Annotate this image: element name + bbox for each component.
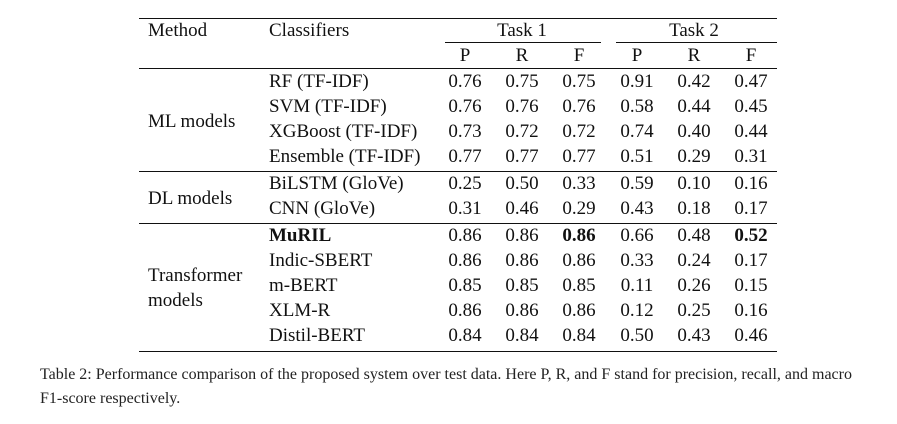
- metric-value: 0.77: [505, 146, 539, 167]
- metric-value: 0.44: [677, 96, 711, 117]
- metric-value: 0.75: [562, 71, 596, 92]
- group-rule: [139, 223, 777, 224]
- task2-rule: [616, 42, 777, 43]
- metric-value: 0.33: [620, 250, 654, 271]
- bottom-rule: [139, 351, 777, 352]
- metric-value: 0.76: [448, 71, 482, 92]
- group-rule: [139, 171, 777, 172]
- metric-value: 0.84: [505, 325, 539, 346]
- metric-value: 0.50: [505, 173, 539, 194]
- metric-value: 0.16: [734, 173, 768, 194]
- metric-value: 0.42: [677, 71, 711, 92]
- metric-value: 0.86: [505, 250, 539, 271]
- task1-rule: [445, 42, 601, 43]
- metric-value: 0.72: [505, 121, 539, 142]
- header-method: Method: [148, 20, 208, 41]
- metric-value: 0.24: [677, 250, 711, 271]
- classifier-name: Indic-SBERT: [269, 250, 373, 271]
- metric-value: 0.51: [620, 146, 654, 167]
- group-label: models: [148, 289, 203, 311]
- classifier-name: RF (TF-IDF): [269, 71, 369, 92]
- metric-value: 0.17: [734, 198, 768, 219]
- header-sub-f: F: [745, 45, 757, 66]
- classifier-name: XGBoost (TF-IDF): [269, 121, 418, 142]
- header-rule: [139, 68, 777, 69]
- metric-value: 0.43: [620, 198, 654, 219]
- metric-value: 0.31: [734, 146, 768, 167]
- metric-value: 0.84: [562, 325, 596, 346]
- metric-value: 0.76: [448, 96, 482, 117]
- metric-value: 0.52: [734, 225, 768, 246]
- metric-value: 0.73: [448, 121, 482, 142]
- metric-value: 0.40: [677, 121, 711, 142]
- metric-value: 0.85: [448, 275, 482, 296]
- metric-value: 0.86: [562, 300, 596, 321]
- metric-value: 0.16: [734, 300, 768, 321]
- metric-value: 0.86: [505, 300, 539, 321]
- metric-value: 0.15: [734, 275, 768, 296]
- classifier-name: m-BERT: [269, 275, 338, 296]
- header-sub-r: R: [515, 45, 529, 66]
- metric-value: 0.85: [562, 275, 596, 296]
- metric-value: 0.29: [562, 198, 596, 219]
- header-classifiers: Classifiers: [269, 20, 350, 41]
- metric-value: 0.76: [505, 96, 539, 117]
- metric-value: 0.46: [734, 325, 768, 346]
- metric-value: 0.18: [677, 198, 711, 219]
- metric-value: 0.12: [620, 300, 654, 321]
- metric-value: 0.50: [620, 325, 654, 346]
- metric-value: 0.33: [562, 173, 596, 194]
- header-sub-p: P: [459, 45, 471, 66]
- metric-value: 0.66: [620, 225, 654, 246]
- metric-value: 0.25: [448, 173, 482, 194]
- metric-value: 0.76: [562, 96, 596, 117]
- classifier-name: CNN (GloVe): [269, 198, 376, 219]
- classifier-name: Distil-BERT: [269, 325, 365, 346]
- group-label: DL models: [148, 187, 233, 209]
- metric-value: 0.86: [505, 225, 539, 246]
- metric-value: 0.77: [562, 146, 596, 167]
- metric-value: 0.43: [677, 325, 711, 346]
- metric-value: 0.84: [448, 325, 482, 346]
- table-caption: Table 2: Performance comparison of the proposed system over test data. Here P, R, and F stand for precision, recall, and macro F1-score respectively.: [40, 366, 852, 407]
- metric-value: 0.59: [620, 173, 654, 194]
- metric-value: 0.29: [677, 146, 711, 167]
- metric-value: 0.58: [620, 96, 654, 117]
- metric-value: 0.31: [448, 198, 482, 219]
- group-label: ML models: [148, 110, 236, 132]
- metric-value: 0.74: [620, 121, 654, 142]
- metric-value: 0.75: [505, 71, 539, 92]
- classifier-name: SVM (TF-IDF): [269, 96, 387, 117]
- metric-value: 0.86: [448, 250, 482, 271]
- classifier-name: BiLSTM (GloVe): [269, 173, 404, 194]
- header-sub-f: F: [573, 45, 585, 66]
- metric-value: 0.85: [505, 275, 539, 296]
- top-rule: [139, 18, 777, 19]
- header-task1: Task 1: [497, 20, 547, 41]
- metric-value: 0.86: [562, 225, 596, 246]
- metric-value: 0.86: [448, 300, 482, 321]
- metric-value: 0.46: [505, 198, 539, 219]
- classifier-name: Ensemble (TF-IDF): [269, 146, 421, 167]
- metric-value: 0.86: [448, 225, 482, 246]
- header-sub-r: R: [687, 45, 701, 66]
- group-label: Transformer: [148, 264, 243, 286]
- metric-value: 0.10: [677, 173, 711, 194]
- header-sub-p: P: [631, 45, 643, 66]
- classifier-name: XLM-R: [269, 300, 331, 321]
- metric-value: 0.91: [620, 71, 654, 92]
- metric-value: 0.77: [448, 146, 482, 167]
- metric-value: 0.48: [677, 225, 711, 246]
- classifier-name: MuRIL: [269, 225, 332, 246]
- metric-value: 0.17: [734, 250, 768, 271]
- metric-value: 0.72: [562, 121, 596, 142]
- metric-value: 0.25: [677, 300, 711, 321]
- header-task2: Task 2: [669, 20, 719, 41]
- metric-value: 0.44: [734, 121, 768, 142]
- metric-value: 0.86: [562, 250, 596, 271]
- metric-value: 0.47: [734, 71, 768, 92]
- metric-value: 0.11: [620, 275, 654, 296]
- metric-value: 0.45: [734, 96, 768, 117]
- metric-value: 0.26: [677, 275, 711, 296]
